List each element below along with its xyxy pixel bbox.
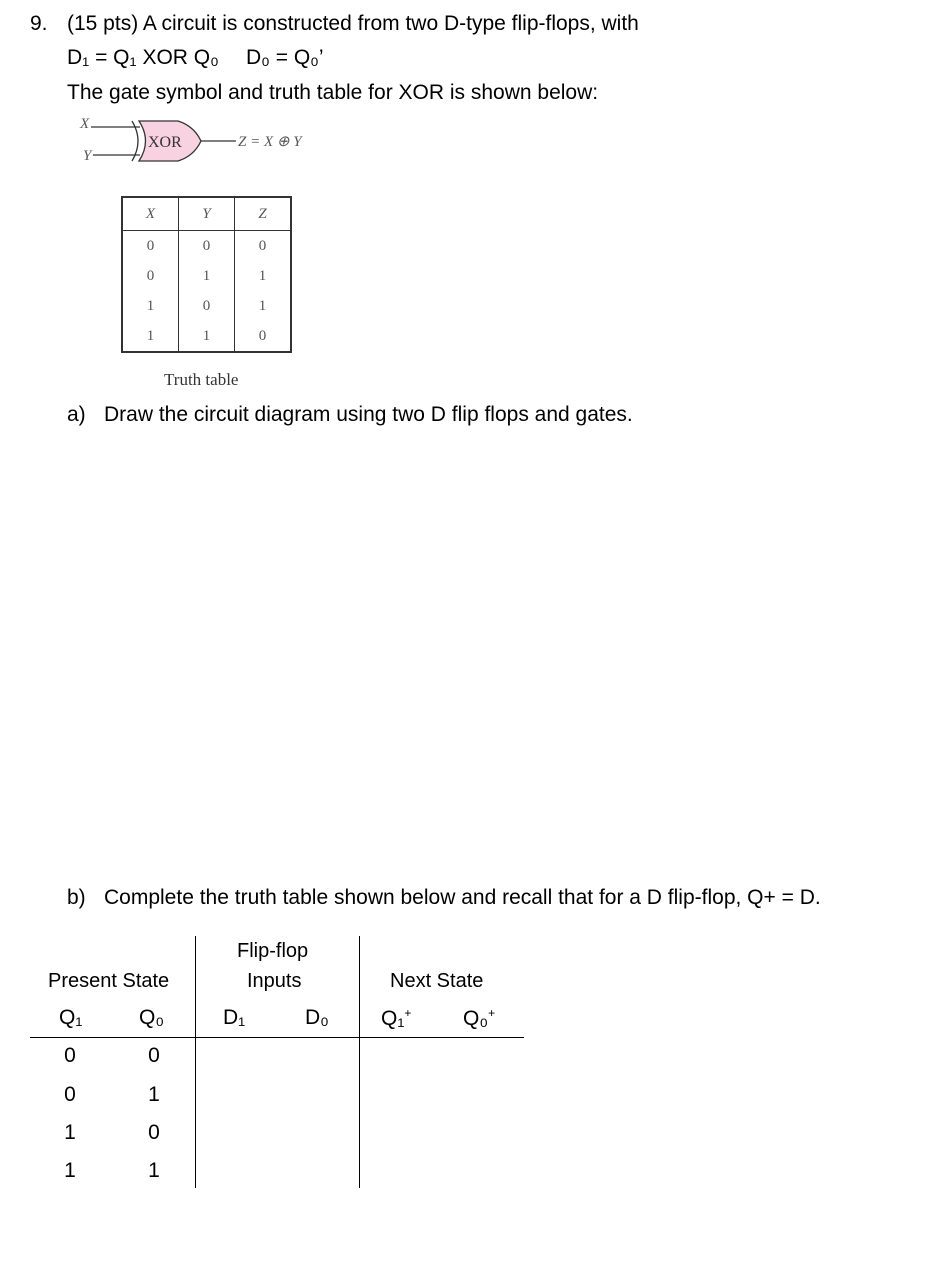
present-q0-value: 0 [148, 1121, 160, 1144]
present-q1-value: 1 [64, 1121, 76, 1144]
flipflop-inputs-heading-2: Inputs [247, 970, 302, 992]
xor-cell: 0 [179, 291, 235, 321]
present-q0-value: 1 [148, 1083, 160, 1106]
gate-input-y: Y [83, 148, 92, 164]
column-q1: Q₁ [59, 1006, 83, 1029]
part-a-label: a) [67, 403, 86, 426]
gate-label: XOR [148, 134, 182, 151]
part-b-label: b) [67, 886, 86, 909]
column-q0: Q₀ [139, 1006, 165, 1029]
present-q1-value: 1 [64, 1159, 76, 1182]
present-q0-value: 0 [148, 1044, 160, 1067]
part-b-text: Complete the truth table shown below and recall that for a D flip-flop, Q+ = D. [104, 886, 821, 909]
present-state-heading: Present State [48, 970, 170, 992]
column-d0: D₀ [305, 1006, 329, 1029]
xor-cell: 1 [179, 321, 235, 352]
xor-truth-table [121, 196, 292, 353]
flipflop-inputs-heading-1: Flip-flop [237, 940, 309, 962]
question-number: 9. [30, 12, 48, 35]
equation-d0: D₀ = Q₀’ [246, 46, 324, 69]
xor-cell: 1 [235, 261, 292, 291]
table-row [122, 291, 291, 321]
equation-d1: D₁ = Q₁ XOR Q₀ [67, 46, 219, 69]
xor-cell: 1 [179, 261, 235, 291]
state-table-header-rule [30, 1037, 524, 1038]
xor-cell: 0 [179, 231, 235, 262]
xor-cell: 1 [122, 321, 179, 352]
state-table-divider [359, 936, 360, 1188]
xor-header-y: Y [179, 197, 235, 231]
gate-intro: The gate symbol and truth table for XOR is shown below: [67, 81, 599, 104]
xor-header-z: Z [235, 197, 292, 231]
present-q1-value: 0 [64, 1083, 76, 1106]
xor-cell: 0 [122, 231, 179, 262]
gate-output-label: Z = X ⊕ Y [238, 134, 302, 150]
xor-cell: 0 [122, 261, 179, 291]
column-q0-next: Q₀+ [463, 1006, 496, 1030]
xor-cell: 1 [235, 291, 292, 321]
part-a-text: Draw the circuit diagram using two D flip flops and gates. [104, 403, 633, 426]
xor-gate-symbol [60, 108, 360, 170]
table-row [122, 261, 291, 291]
table-row [122, 231, 291, 262]
question-intro: (15 pts) A circuit is constructed from two D-type flip-flops, with [67, 12, 639, 35]
column-q1-next: Q₁+ [381, 1006, 412, 1030]
xor-cell: 1 [122, 291, 179, 321]
next-state-heading: Next State [390, 970, 484, 992]
present-q1-value: 0 [64, 1044, 76, 1067]
plus-superscript: + [488, 1006, 496, 1020]
truth-table-caption: Truth table [164, 370, 239, 389]
plus-superscript: + [404, 1006, 412, 1020]
present-q0-value: 1 [148, 1159, 160, 1182]
xor-header-x: X [122, 197, 179, 231]
xor-cell: 0 [235, 321, 292, 352]
state-table-divider [195, 936, 196, 1188]
gate-input-x: X [80, 116, 90, 132]
xor-cell: 0 [235, 231, 292, 262]
column-d1: D₁ [223, 1006, 246, 1029]
table-row [122, 321, 291, 352]
